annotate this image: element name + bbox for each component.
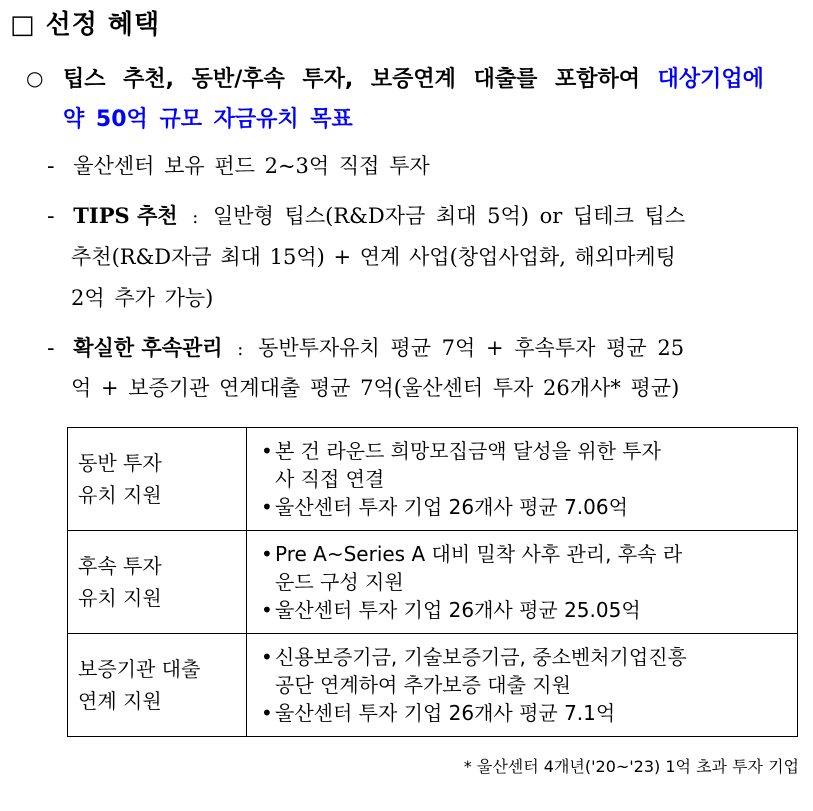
dash-marker: - bbox=[47, 336, 55, 360]
category-line: 보증기관 대출 bbox=[78, 657, 201, 681]
table-category-cell bbox=[68, 634, 247, 737]
dash-item-3-colon: : bbox=[237, 339, 244, 360]
category-line: 후속 투자 bbox=[78, 554, 162, 578]
dash-item-2-colon: : bbox=[192, 207, 199, 228]
bullet-dot: • bbox=[261, 598, 273, 622]
category-line: 연계 지원 bbox=[78, 689, 162, 713]
dash-item-3-text: 동반투자유치 평균 7억 + 후속투자 평균 25 bbox=[258, 336, 685, 360]
dash-item-3 bbox=[47, 332, 684, 362]
table-description-cell bbox=[247, 531, 798, 634]
bullet-dot: • bbox=[261, 439, 273, 463]
item-text: Pre A~Series A 대비 밀착 사후 관리, 후속 라 bbox=[275, 542, 683, 566]
table-row bbox=[68, 428, 798, 531]
section-title: □ 선정 혜택 bbox=[10, 10, 161, 40]
dash-item-1-text: 울산센터 보유 펀드 2~3억 직접 투자 bbox=[73, 154, 430, 178]
bullet-dot: • bbox=[261, 495, 273, 519]
dash-item-2-text: 일반형 팁스(R&D자금 최대 5억) or 딥테크 팁스 bbox=[213, 204, 686, 228]
bullet-dot: • bbox=[261, 701, 273, 725]
list-item bbox=[261, 540, 789, 596]
bullet-marker: ○ bbox=[26, 66, 44, 90]
bullet-line-1 bbox=[63, 62, 764, 93]
table-category-cell bbox=[68, 531, 247, 634]
item-text: 신용보증기금, 기술보증기금, 중소벤처기업진흥 bbox=[275, 645, 687, 669]
category-line: 유치 지원 bbox=[78, 586, 162, 610]
table-description-cell bbox=[247, 428, 798, 531]
category-line: 유치 지원 bbox=[78, 483, 162, 507]
item-text: 울산센터 투자 기업 26개사 평균 7.1억 bbox=[275, 701, 616, 725]
dash-marker: - bbox=[47, 154, 55, 178]
item-text: 울산센터 투자 기업 26개사 평균 7.06억 bbox=[275, 495, 628, 519]
list-item bbox=[261, 596, 789, 624]
bullet-text-black: 팁스 추천, 동반/후속 투자, 보증연계 대출를 포함하여 bbox=[63, 67, 640, 92]
table-category-cell bbox=[68, 428, 247, 531]
dash-item-2-line3: 2억 추가 가능) bbox=[71, 286, 214, 310]
list-item bbox=[261, 493, 789, 521]
item-text: 본 건 라운드 희망모집금액 달성을 위한 투자 bbox=[275, 439, 661, 463]
bullet-text-blue: 대상기업에 bbox=[657, 67, 764, 92]
footnote: * 울산센터 4개년('20~'23) 1억 초과 투자 기업 bbox=[463, 757, 799, 776]
bullet-dot: • bbox=[261, 645, 273, 669]
category-line: 동반 투자 bbox=[78, 451, 162, 475]
dash-item-2-line2: 추천(R&D자금 최대 15억) + 연계 사업(창업사업화, 해외마케팅 bbox=[71, 245, 676, 269]
dash-item-2 bbox=[47, 200, 685, 230]
item-continuation: 공단 연계하여 추가보증 대출 지원 bbox=[275, 673, 571, 697]
dash-item-3-line2: 억 + 보증기관 연계대출 평균 7억(울산센터 투자 26개사* 평균) bbox=[71, 376, 680, 400]
item-text: 울산센터 투자 기업 26개사 평균 25.05억 bbox=[275, 598, 641, 622]
bullet-line-2: 약 50억 규모 자금유치 목표 bbox=[63, 107, 353, 132]
dash-item-2-label: TIPS 추천 bbox=[73, 203, 178, 228]
item-continuation: 운드 구성 지원 bbox=[275, 570, 404, 594]
table-row bbox=[68, 634, 798, 737]
dash-item-3-label: 확실한 후속관리 bbox=[73, 335, 223, 360]
bullet-dot: • bbox=[261, 542, 273, 566]
table-description-cell bbox=[247, 634, 798, 737]
table-row bbox=[68, 531, 798, 634]
list-item bbox=[261, 699, 789, 727]
list-item bbox=[261, 437, 789, 493]
item-continuation: 사 직접 연결 bbox=[275, 467, 385, 491]
list-item bbox=[261, 643, 789, 699]
dash-item-1 bbox=[47, 150, 430, 180]
dash-marker: - bbox=[47, 204, 55, 228]
support-table bbox=[67, 427, 798, 737]
